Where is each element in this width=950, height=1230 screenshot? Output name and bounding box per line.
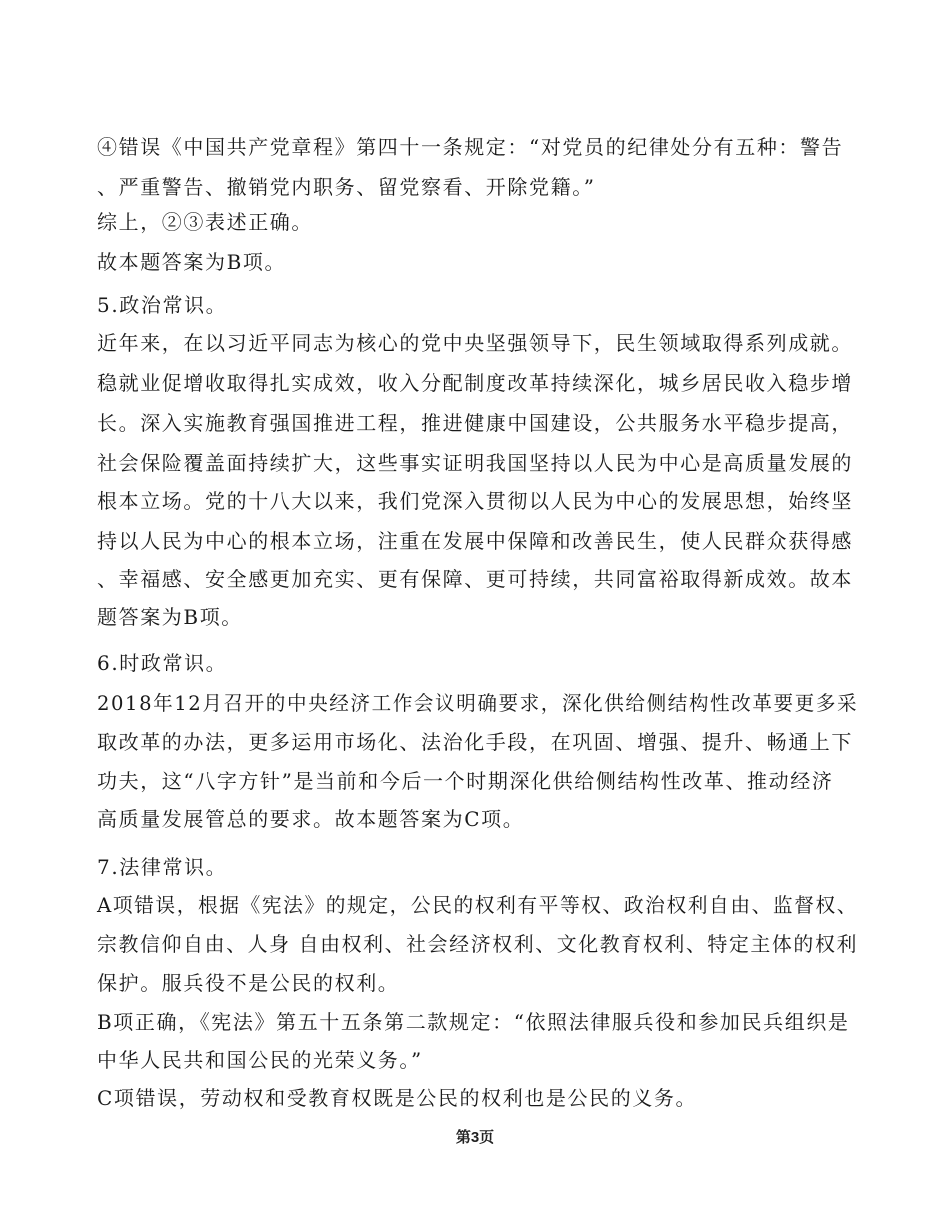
text-line: 、严重警告、撤销党内职务、留党察看、开除党籍。” xyxy=(97,175,596,199)
section-heading: 6.时政常识。 xyxy=(97,651,228,675)
answer-line: 题答案为B项。 xyxy=(97,605,243,629)
page-number: 第3页 xyxy=(455,1129,495,1146)
text-line: 2018年12月召开的中央经济工作会议明确要求，深化供给侧结构性改革要更多采 xyxy=(97,691,859,715)
text-line: B项正确，《宪法》第五十五条第二款规定：“依照法律服兵役和参加民兵组织是 xyxy=(97,1010,850,1034)
answer-line: 故本题答案为B项。 xyxy=(97,250,287,274)
text-line: 根本立场。党的十八大以来，我们党深入贯彻以人民为中心的发展思想，始终坚 xyxy=(97,489,853,513)
text-line: ④错误《中国共产党章程》第四十一条规定：“对党员的纪律处分有五种：警告 xyxy=(97,135,844,159)
text-line: 持以人民为中心的根本立场，注重在发展中保障和改善民生，使人民群众获得感 xyxy=(97,529,853,553)
answer-line: 高质量发展管总的要求。故本题答案为C项。 xyxy=(97,807,525,831)
text-line: C项错误，劳动权和受教育权既是公民的权利也是公民的义务。 xyxy=(97,1086,698,1110)
section-heading: 5.政治常识。 xyxy=(97,293,228,317)
text-line: 综上，②③表述正确。 xyxy=(97,210,313,234)
text-line: 近年来，在以习近平同志为核心的党中央坚强领导下，民生领域取得系列成就。 xyxy=(97,331,853,355)
text-line: 保护。服兵役不是公民的权利。 xyxy=(97,971,400,995)
section-heading: 7.法律常识。 xyxy=(97,855,228,879)
text-line: 社会保险覆盖面持续扩大，这些事实证明我国坚持以人民为中心是高质量发展的 xyxy=(97,451,853,475)
text-line: 取改革的办法，更多运用市场化、法治化手段，在巩固、增强、提升、畅通上下 xyxy=(97,730,853,754)
text-line: 宗教信仰自由、人身 自由权利、社会经济权利、文化教育权利、特定主体的权利 xyxy=(97,932,858,956)
text-line: 、幸福感、安全感更加充实、更有保障、更可持续，共同富裕取得新成效。故本 xyxy=(97,567,853,591)
text-line: 长。深入实施教育强国推进工程，推进健康中国建设，公共服务水平稳步提高， xyxy=(97,411,853,435)
text-line: 稳就业促增收取得扎实成效，收入分配制度改革持续深化，城乡居民收入稳步增 xyxy=(97,371,853,395)
text-line: 功夫，这“八字方针”是当前和今后一个时期深化供给侧结构性改革、推动经济 xyxy=(97,769,834,793)
text-line: 中华人民共和国公民的光荣义务。” xyxy=(97,1048,423,1072)
text-line: A项错误，根据《宪法》的规定，公民的权利有平等权、政治权利自由、监督权、 xyxy=(97,893,859,917)
